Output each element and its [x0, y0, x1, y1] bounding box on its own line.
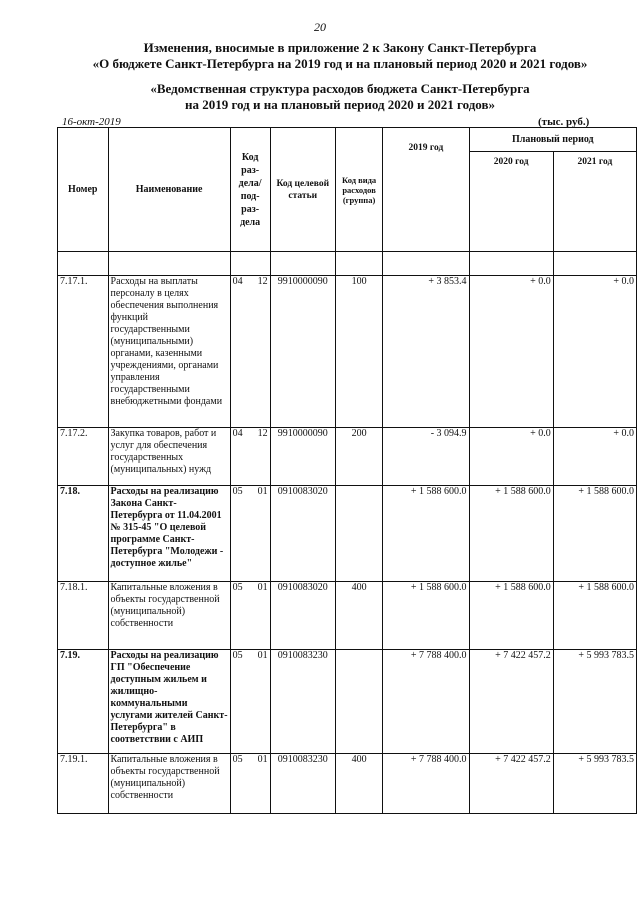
row-target-code: 0910083230 [270, 650, 335, 754]
row-amount-2019: + 1 588 600.0 [383, 582, 469, 650]
razdel-pair [233, 754, 268, 766]
razdel-code: 04 [232, 276, 243, 287]
razdel-pair [233, 486, 268, 498]
table-row [58, 276, 637, 428]
header-razdel: Код раз- дела/ под- раз- дела [230, 128, 270, 252]
row-expense-type [335, 486, 382, 582]
row-target-code: 9910000090 [270, 276, 335, 428]
table-body [58, 252, 637, 814]
document-title [60, 40, 620, 72]
razdel-code: 05 [232, 754, 243, 765]
table-row [58, 582, 637, 650]
row-razdel-code [230, 650, 270, 754]
row-number: 7.18. [58, 486, 109, 582]
document-date: 16-окт-2019 [62, 116, 121, 128]
row-amount-2019: + 7 788 400.0 [383, 754, 469, 814]
row-razdel-code [230, 428, 270, 486]
row-amount-2020: + 0.0 [469, 276, 553, 428]
razdel-code: 04 [232, 428, 243, 439]
row-name: Капитальные вложения в объекты государственной (муниципальной) собственности [108, 754, 230, 814]
row-expense-type: 400 [335, 582, 382, 650]
row-amount-2021: + 1 588 600.0 [553, 486, 636, 582]
title-line-1: Изменения, вносимые в приложение 2 к Закону Санкт-Петербурга [143, 40, 537, 55]
table-row [58, 650, 637, 754]
row-target-code: 0910083020 [270, 582, 335, 650]
header-name: Наименование [108, 128, 230, 252]
header-number: Номер [58, 128, 109, 252]
podrazdel-code: 01 [257, 754, 268, 765]
row-number: 7.18.1. [58, 582, 109, 650]
row-amount-2019: + 3 853.4 [383, 276, 469, 428]
document-subtitle [70, 81, 610, 113]
row-amount-2021: + 5 993 783.5 [553, 754, 636, 814]
razdel-pair [233, 276, 268, 288]
spacer-row [58, 252, 637, 276]
header-2020: 2020 год [469, 152, 553, 252]
row-number: 7.17.1. [58, 276, 109, 428]
podrazdel-code: 01 [257, 486, 268, 497]
row-number: 7.19. [58, 650, 109, 754]
row-name: Расходы на реализацию ГП "Обеспечение доступным жильем и жилищно-коммунальными услугами жителей Санкт-Петербурга" в соответствии с АИП [108, 650, 230, 754]
row-target-code: 0910083230 [270, 754, 335, 814]
row-amount-2020: + 7 422 457.2 [469, 754, 553, 814]
row-amount-2021: + 0.0 [553, 428, 636, 486]
row-name: Капитальные вложения в объекты государственной (муниципальной) собственности [108, 582, 230, 650]
row-name: Расходы на выплаты персоналу в целях обеспечения выполнения функций государственными (муниципальными) органами, казенными учреждениями, органами управления государственными внебюджетными фондами [108, 276, 230, 428]
row-expense-type: 200 [335, 428, 382, 486]
row-expense-type: 400 [335, 754, 382, 814]
podrazdel-code: 01 [257, 650, 268, 661]
row-amount-2019: + 1 588 600.0 [383, 486, 469, 582]
podrazdel-code: 12 [257, 428, 268, 439]
table-row [58, 754, 637, 814]
page-number: 20 [314, 20, 326, 34]
row-amount-2019: - 3 094.9 [383, 428, 469, 486]
units-label: (тыс. руб.) [538, 116, 590, 128]
row-amount-2021: + 0.0 [553, 276, 636, 428]
table-row [58, 428, 637, 486]
header-2021: 2021 год [553, 152, 636, 252]
razdel-code: 05 [232, 650, 243, 661]
row-expense-type: 100 [335, 276, 382, 428]
razdel-pair [233, 582, 268, 594]
razdel-pair [233, 428, 268, 440]
row-amount-2019: + 7 788 400.0 [383, 650, 469, 754]
row-amount-2020: + 1 588 600.0 [469, 486, 553, 582]
table-row [58, 486, 637, 582]
subtitle-line-1: «Ведомственная структура расходов бюджета Санкт-Петербурга [150, 81, 530, 96]
row-amount-2020: + 0.0 [469, 428, 553, 486]
row-amount-2021: + 1 588 600.0 [553, 582, 636, 650]
row-target-code: 9910000090 [270, 428, 335, 486]
row-amount-2020: + 7 422 457.2 [469, 650, 553, 754]
header-2019: 2019 год [383, 128, 469, 252]
podrazdel-code: 12 [257, 276, 268, 287]
row-razdel-code [230, 582, 270, 650]
razdel-code: 05 [232, 486, 243, 497]
razdel-code: 05 [232, 582, 243, 593]
row-number: 7.19.1. [58, 754, 109, 814]
budget-table [57, 127, 637, 814]
razdel-pair [233, 650, 268, 662]
header-planned-period: Плановый период [469, 128, 636, 152]
row-number: 7.17.2. [58, 428, 109, 486]
row-name: Закупка товаров, работ и услуг для обеспечения государственных (муниципальных) нужд [108, 428, 230, 486]
row-razdel-code [230, 276, 270, 428]
podrazdel-code: 01 [257, 582, 268, 593]
row-name: Расходы на реализацию Закона Санкт-Петербурга от 11.04.2001 № 315-45 "О целевой программе Санкт-Петербурга "Молодежи - доступное жилье" [108, 486, 230, 582]
subtitle-line-2: на 2019 год и на плановый период 2020 и 2021 годов» [184, 97, 495, 112]
row-razdel-code [230, 486, 270, 582]
row-amount-2021: + 5 993 783.5 [553, 650, 636, 754]
row-amount-2020: + 1 588 600.0 [469, 582, 553, 650]
row-razdel-code [230, 754, 270, 814]
row-target-code: 0910083020 [270, 486, 335, 582]
header-vid: Код вида расходов (группа) [335, 128, 382, 252]
title-line-2: «О бюджете Санкт-Петербурга на 2019 год и на плановый период 2020 и 2021 годов» [92, 56, 588, 71]
header-csr: Код целевой статьи [270, 128, 335, 252]
row-expense-type [335, 650, 382, 754]
